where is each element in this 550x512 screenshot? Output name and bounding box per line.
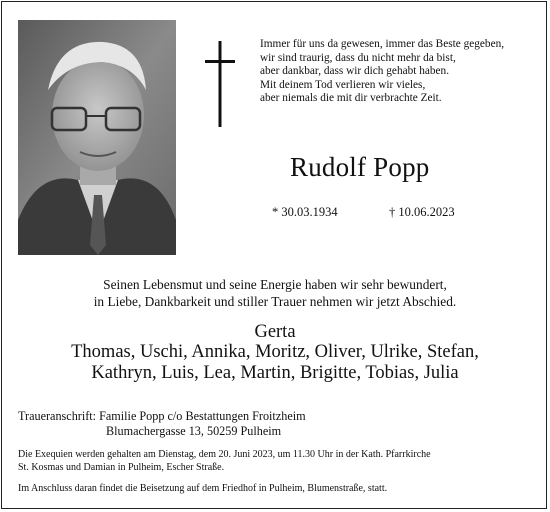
tribute-line: Seinen Lebensmut und seine Energie haben wir sehr bewundert, (103, 277, 447, 292)
cross-icon (205, 41, 235, 127)
death-date: † 10.06.2023 (389, 205, 455, 219)
poem-line: wir sind traurig, dass du nicht mehr da bist, (260, 51, 456, 64)
poem-line: aber niemals die mit dir verbrachte Zeit. (260, 92, 442, 105)
tribute-text (0, 276, 550, 310)
family-line: Thomas, Uschi, Annika, Moritz, Oliver, Ulrike, Stefan, (71, 342, 479, 362)
address-line-2: Blumachergasse 13, 50259 Pulheim (106, 424, 282, 438)
service-line: St. Kosmas und Damian in Pulheim, Escher Straße. (18, 462, 225, 473)
family-line: Kathryn, Luis, Lea, Martin, Brigitte, Tobias, Julia (91, 363, 459, 383)
service-line: Die Exequien werden gehalten am Dienstag, dem 20. Juni 2023, um 11.30 Uhr in der Kath. Pfarrkirche (18, 449, 431, 460)
tribute-line: in Liebe, Dankbarkeit und stiller Trauer nehmen wir jetzt Abschied. (93, 294, 457, 309)
memorial-poem (260, 38, 504, 106)
burial-info: Im Anschluss daran findet die Beisetzung auf dem Friedhof in Pulheim, Blumenstraße, statt. (18, 483, 388, 494)
address-line-1: Traueranschrift: Familie Popp c/o Bestattungen Froitzheim (18, 409, 306, 423)
deceased-name: Rudolf Popp (290, 152, 430, 182)
poem-line: Immer für uns da gewesen, immer das Beste gegeben, (260, 38, 505, 50)
spouse-name: Gerta (254, 322, 296, 342)
poem-line: Mit deinem Tod verlieren wir vieles, (260, 78, 426, 91)
portrait-photo (18, 20, 176, 255)
poem-line: aber dankbar, dass wir dich gehabt haben. (260, 65, 450, 78)
birth-date: * 30.03.1934 (272, 205, 338, 219)
family-names (0, 342, 550, 384)
